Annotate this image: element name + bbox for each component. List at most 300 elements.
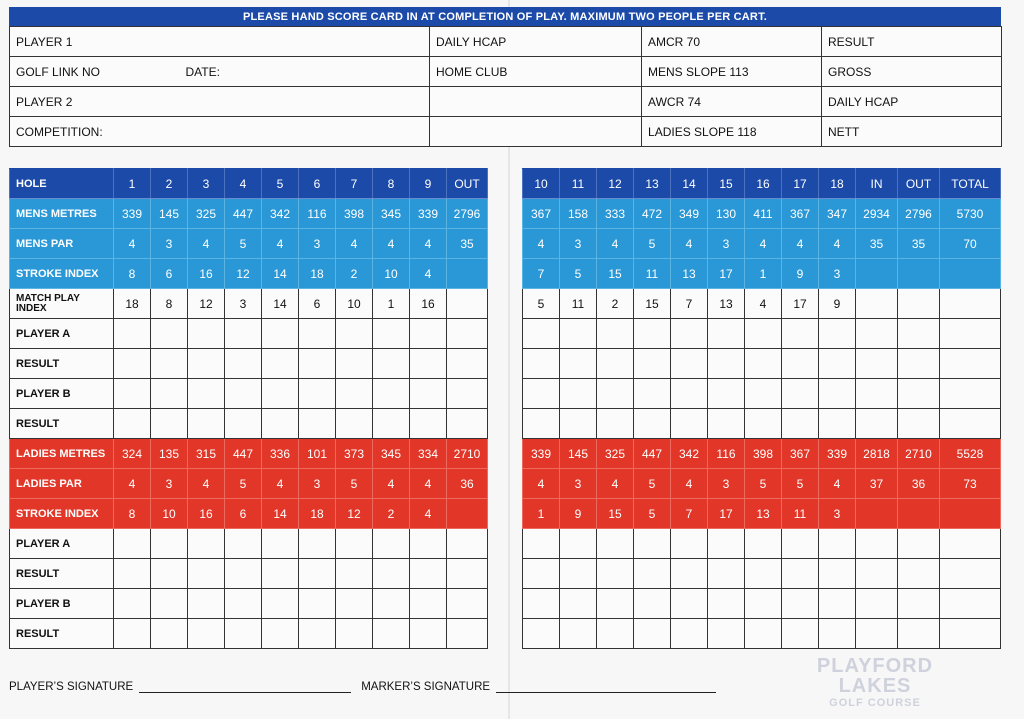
score-cell: 36 <box>898 469 940 499</box>
score-cell: 12 <box>336 499 373 529</box>
daily-hcap-field[interactable] <box>430 27 642 57</box>
competition-extra-field[interactable] <box>430 117 642 147</box>
score-entry-cell[interactable] <box>114 529 151 559</box>
score-cell: 5 <box>336 469 373 499</box>
score-entry-cell[interactable] <box>708 349 745 379</box>
score-entry-cell[interactable] <box>560 349 597 379</box>
score-cell: 5 <box>560 259 597 289</box>
score-entry-cell[interactable] <box>597 409 634 439</box>
ladies-slope-cell <box>642 117 822 147</box>
score-entry-cell[interactable] <box>898 319 940 349</box>
player2-field[interactable] <box>10 87 430 117</box>
score-cell: 16 <box>410 289 447 319</box>
score-entry-cell[interactable] <box>634 409 671 439</box>
home-club-field[interactable] <box>430 57 642 87</box>
score-entry-cell[interactable] <box>819 319 856 349</box>
score-entry-cell[interactable] <box>856 619 898 649</box>
golf-link-field[interactable] <box>10 57 300 87</box>
score-entry-cell[interactable] <box>940 349 1001 379</box>
daily-hcap2-field[interactable] <box>822 87 1002 117</box>
score-cell: 4 <box>745 229 782 259</box>
score-entry-cell[interactable] <box>560 409 597 439</box>
score-entry-cell[interactable] <box>940 559 1001 589</box>
result-row <box>523 349 1001 379</box>
score-entry-cell[interactable] <box>819 529 856 559</box>
score-entry-cell[interactable] <box>410 349 447 379</box>
score-cell: 3 <box>188 169 225 199</box>
score-entry-cell[interactable] <box>336 619 373 649</box>
score-entry-cell[interactable] <box>336 409 373 439</box>
score-cell: 13 <box>745 499 782 529</box>
score-entry-cell[interactable] <box>447 619 488 649</box>
score-entry-cell[interactable] <box>782 379 819 409</box>
score-entry-cell[interactable] <box>708 409 745 439</box>
nett-field[interactable] <box>822 117 1002 147</box>
score-entry-cell[interactable] <box>819 589 856 619</box>
score-entry-cell[interactable] <box>447 349 488 379</box>
score-cell: 8 <box>114 499 151 529</box>
score-entry-cell[interactable] <box>299 559 336 589</box>
score-entry-cell[interactable] <box>523 379 560 409</box>
row-label: MATCH PLAY INDEX <box>10 289 114 319</box>
score-entry-cell[interactable] <box>447 379 488 409</box>
score-entry-cell[interactable] <box>597 319 634 349</box>
score-entry-cell[interactable] <box>634 619 671 649</box>
score-cell: 4 <box>782 229 819 259</box>
score-entry-cell[interactable] <box>671 619 708 649</box>
score-cell: 16 <box>188 259 225 289</box>
score-cell <box>856 289 898 319</box>
score-entry-cell[interactable] <box>299 319 336 349</box>
score-cell: 12 <box>597 169 634 199</box>
score-entry-cell[interactable] <box>410 559 447 589</box>
score-entry-cell[interactable] <box>262 619 299 649</box>
score-entry-cell[interactable] <box>523 559 560 589</box>
score-entry-cell[interactable] <box>225 409 262 439</box>
score-entry-cell[interactable] <box>523 319 560 349</box>
score-cell: 8 <box>114 259 151 289</box>
score-entry-cell[interactable] <box>151 409 188 439</box>
score-cell: 4 <box>373 469 410 499</box>
score-entry-cell[interactable] <box>151 589 188 619</box>
score-entry-cell[interactable] <box>634 589 671 619</box>
score-cell: 13 <box>634 169 671 199</box>
mens-par-row <box>523 229 1001 259</box>
score-entry-cell[interactable] <box>151 559 188 589</box>
score-cell: 17 <box>708 499 745 529</box>
score-entry-cell[interactable] <box>782 619 819 649</box>
score-entry-cell[interactable] <box>299 409 336 439</box>
score-entry-cell[interactable] <box>708 589 745 619</box>
score-cell: 5 <box>634 469 671 499</box>
score-entry-cell[interactable] <box>447 559 488 589</box>
score-entry-cell[interactable] <box>819 559 856 589</box>
score-entry-cell[interactable] <box>782 349 819 379</box>
score-entry-cell[interactable] <box>225 379 262 409</box>
score-entry-cell[interactable] <box>373 409 410 439</box>
score-entry-cell[interactable] <box>114 349 151 379</box>
score-entry-cell[interactable] <box>188 529 225 559</box>
score-entry-cell[interactable] <box>634 379 671 409</box>
score-entry-cell[interactable] <box>856 319 898 349</box>
score-entry-cell[interactable] <box>708 619 745 649</box>
score-entry-cell[interactable] <box>819 409 856 439</box>
score-cell: 10 <box>151 499 188 529</box>
score-cell: 2 <box>336 259 373 289</box>
score-entry-cell[interactable] <box>898 349 940 379</box>
score-entry-cell[interactable] <box>410 319 447 349</box>
score-entry-cell[interactable] <box>262 529 299 559</box>
player-signature-line[interactable] <box>139 680 351 693</box>
score-entry-cell[interactable] <box>225 529 262 559</box>
score-entry-cell[interactable] <box>560 619 597 649</box>
score-cell: 339 <box>819 439 856 469</box>
score-entry-cell[interactable] <box>114 409 151 439</box>
score-cell: 14 <box>262 499 299 529</box>
score-entry-cell[interactable] <box>898 409 940 439</box>
player1-field[interactable] <box>10 27 430 57</box>
ladies-player-b-row <box>10 589 488 619</box>
score-cell: 18 <box>299 259 336 289</box>
score-entry-cell[interactable] <box>114 559 151 589</box>
row-label: PLAYER B <box>10 379 114 409</box>
score-cell: 4 <box>262 229 299 259</box>
score-entry-cell[interactable] <box>671 319 708 349</box>
score-entry-cell[interactable] <box>560 529 597 559</box>
player2-hcap-field[interactable] <box>430 87 642 117</box>
score-entry-cell[interactable] <box>745 529 782 559</box>
score-entry-cell[interactable] <box>819 619 856 649</box>
score-entry-cell[interactable] <box>782 409 819 439</box>
score-entry-cell[interactable] <box>151 619 188 649</box>
player-signature-label: PLAYER’S SIGNATURE <box>9 681 134 693</box>
score-entry-cell[interactable] <box>745 349 782 379</box>
ladies-player-b-row <box>523 589 1001 619</box>
score-entry-cell[interactable] <box>262 409 299 439</box>
score-entry-cell[interactable] <box>898 559 940 589</box>
score-cell: 5528 <box>940 439 1001 469</box>
score-cell: 5 <box>225 229 262 259</box>
score-entry-cell[interactable] <box>634 319 671 349</box>
result-row <box>10 409 488 439</box>
score-entry-cell[interactable] <box>940 619 1001 649</box>
ladies-metres-row <box>523 439 1001 469</box>
row-label: MENS PAR <box>10 229 114 259</box>
score-entry-cell[interactable] <box>299 619 336 649</box>
score-cell: 17 <box>708 259 745 289</box>
score-entry-cell[interactable] <box>188 559 225 589</box>
ladies-slope-label: LADIES SLOPE 118 <box>648 124 757 139</box>
score-entry-cell[interactable] <box>188 619 225 649</box>
score-entry-cell[interactable] <box>940 529 1001 559</box>
score-entry-cell[interactable] <box>114 589 151 619</box>
score-entry-cell[interactable] <box>299 349 336 379</box>
score-entry-cell[interactable] <box>523 349 560 379</box>
score-entry-cell[interactable] <box>671 409 708 439</box>
score-cell: 5 <box>262 169 299 199</box>
score-entry-cell[interactable] <box>410 619 447 649</box>
score-entry-cell[interactable] <box>560 559 597 589</box>
score-entry-cell[interactable] <box>373 619 410 649</box>
date-label: DATE: <box>185 64 220 79</box>
score-entry-cell[interactable] <box>597 559 634 589</box>
score-entry-cell[interactable] <box>151 379 188 409</box>
score-entry-cell[interactable] <box>373 559 410 589</box>
score-entry-cell[interactable] <box>447 529 488 559</box>
score-entry-cell[interactable] <box>745 409 782 439</box>
score-cell: 4 <box>262 469 299 499</box>
score-entry-cell[interactable] <box>856 409 898 439</box>
score-entry-cell[interactable] <box>151 349 188 379</box>
score-cell: 10 <box>523 169 560 199</box>
match-play-row <box>10 289 488 319</box>
hole-row <box>523 169 1001 199</box>
score-entry-cell[interactable] <box>708 379 745 409</box>
score-cell: 4 <box>373 229 410 259</box>
score-entry-cell[interactable] <box>373 319 410 349</box>
score-entry-cell[interactable] <box>782 559 819 589</box>
score-entry-cell[interactable] <box>447 589 488 619</box>
score-cell: 16 <box>188 499 225 529</box>
score-entry-cell[interactable] <box>410 529 447 559</box>
score-entry-cell[interactable] <box>523 409 560 439</box>
score-entry-cell[interactable] <box>634 349 671 379</box>
score-cell: 1 <box>745 259 782 289</box>
score-cell: 8 <box>151 289 188 319</box>
score-entry-cell[interactable] <box>188 589 225 619</box>
score-entry-cell[interactable] <box>262 589 299 619</box>
score-cell: 2710 <box>898 439 940 469</box>
score-cell: 35 <box>856 229 898 259</box>
score-entry-cell[interactable] <box>898 619 940 649</box>
score-entry-cell[interactable] <box>898 379 940 409</box>
marker-signature-line[interactable] <box>496 680 716 693</box>
score-entry-cell[interactable] <box>597 379 634 409</box>
score-entry-cell[interactable] <box>225 349 262 379</box>
daily-hcap2-label: DAILY HCAP <box>828 94 899 109</box>
score-cell: 12 <box>188 289 225 319</box>
score-entry-cell[interactable] <box>745 379 782 409</box>
score-cell: 5 <box>634 499 671 529</box>
score-cell: OUT <box>898 169 940 199</box>
score-entry-cell[interactable] <box>856 589 898 619</box>
score-entry-cell[interactable] <box>336 349 373 379</box>
score-entry-cell[interactable] <box>671 529 708 559</box>
marker-signature-label: MARKER’S SIGNATURE <box>361 681 491 693</box>
score-entry-cell[interactable] <box>114 619 151 649</box>
score-entry-cell[interactable] <box>523 589 560 619</box>
ladies-result-row <box>10 619 488 649</box>
score-entry-cell[interactable] <box>336 559 373 589</box>
ladies-stroke-index-row <box>10 499 488 529</box>
score-entry-cell[interactable] <box>262 319 299 349</box>
score-cell: 10 <box>336 289 373 319</box>
score-cell: 6 <box>299 289 336 319</box>
ladies-result-row <box>10 559 488 589</box>
ladies-metres-row <box>10 439 488 469</box>
score-entry-cell[interactable] <box>225 619 262 649</box>
score-cell: 13 <box>671 259 708 289</box>
score-entry-cell[interactable] <box>560 319 597 349</box>
score-entry-cell[interactable] <box>745 319 782 349</box>
score-entry-cell[interactable] <box>782 589 819 619</box>
score-cell <box>898 289 940 319</box>
score-entry-cell[interactable] <box>225 559 262 589</box>
score-cell: 4 <box>188 229 225 259</box>
score-cell: 342 <box>671 439 708 469</box>
score-entry-cell[interactable] <box>262 559 299 589</box>
score-entry-cell[interactable] <box>188 379 225 409</box>
score-entry-cell[interactable] <box>745 619 782 649</box>
score-entry-cell[interactable] <box>523 529 560 559</box>
score-entry-cell[interactable] <box>671 349 708 379</box>
score-cell: 324 <box>114 439 151 469</box>
score-cell: 37 <box>856 469 898 499</box>
score-entry-cell[interactable] <box>410 379 447 409</box>
score-cell: 411 <box>745 199 782 229</box>
score-cell: 447 <box>225 439 262 469</box>
score-entry-cell[interactable] <box>560 589 597 619</box>
score-entry-cell[interactable] <box>898 529 940 559</box>
score-entry-cell[interactable] <box>856 349 898 379</box>
score-cell: 130 <box>708 199 745 229</box>
score-entry-cell[interactable] <box>708 529 745 559</box>
score-cell <box>940 499 1001 529</box>
nett-label: NETT <box>828 124 860 139</box>
score-entry-cell[interactable] <box>856 529 898 559</box>
score-entry-cell[interactable] <box>373 379 410 409</box>
score-entry-cell[interactable] <box>634 529 671 559</box>
player-info-table <box>9 26 1002 147</box>
score-entry-cell[interactable] <box>940 589 1001 619</box>
score-entry-cell[interactable] <box>336 529 373 559</box>
score-entry-cell[interactable] <box>856 379 898 409</box>
score-cell <box>856 499 898 529</box>
score-cell: 9 <box>560 499 597 529</box>
back-nine-table <box>522 168 1001 649</box>
score-entry-cell[interactable] <box>819 349 856 379</box>
score-entry-cell[interactable] <box>373 349 410 379</box>
score-cell: 3 <box>225 289 262 319</box>
score-cell: 11 <box>560 289 597 319</box>
score-entry-cell[interactable] <box>188 319 225 349</box>
score-entry-cell[interactable] <box>410 589 447 619</box>
score-entry-cell[interactable] <box>447 409 488 439</box>
mens-par-row <box>10 229 488 259</box>
score-entry-cell[interactable] <box>671 589 708 619</box>
player-a-row <box>523 319 1001 349</box>
score-entry-cell[interactable] <box>299 379 336 409</box>
score-cell <box>447 499 488 529</box>
score-cell: 101 <box>299 439 336 469</box>
score-entry-cell[interactable] <box>373 529 410 559</box>
score-cell: 13 <box>708 289 745 319</box>
score-entry-cell[interactable] <box>745 589 782 619</box>
score-cell: 73 <box>940 469 1001 499</box>
score-entry-cell[interactable] <box>262 349 299 379</box>
score-cell: 5 <box>782 469 819 499</box>
score-cell: 5 <box>523 289 560 319</box>
front-nine-table <box>9 168 488 649</box>
score-entry-cell[interactable] <box>373 589 410 619</box>
score-entry-cell[interactable] <box>151 319 188 349</box>
score-entry-cell[interactable] <box>708 319 745 349</box>
score-entry-cell[interactable] <box>940 409 1001 439</box>
score-entry-cell[interactable] <box>523 619 560 649</box>
score-entry-cell[interactable] <box>114 379 151 409</box>
score-cell: 158 <box>560 199 597 229</box>
score-entry-cell[interactable] <box>671 379 708 409</box>
score-cell: 3 <box>151 469 188 499</box>
score-entry-cell[interactable] <box>299 589 336 619</box>
result-field[interactable] <box>822 27 1002 57</box>
score-entry-cell[interactable] <box>262 379 299 409</box>
row-label: PLAYER A <box>10 319 114 349</box>
score-cell: 2934 <box>856 199 898 229</box>
score-cell <box>940 259 1001 289</box>
score-cell: 17 <box>782 169 819 199</box>
score-cell: 334 <box>410 439 447 469</box>
daily-hcap-label: DAILY HCAP <box>436 34 507 49</box>
score-entry-cell[interactable] <box>634 559 671 589</box>
score-entry-cell[interactable] <box>597 589 634 619</box>
score-entry-cell[interactable] <box>597 529 634 559</box>
score-entry-cell[interactable] <box>708 559 745 589</box>
score-entry-cell[interactable] <box>447 319 488 349</box>
date-field[interactable] <box>185 57 430 87</box>
score-entry-cell[interactable] <box>336 379 373 409</box>
score-entry-cell[interactable] <box>671 559 708 589</box>
match-play-row <box>523 289 1001 319</box>
score-entry-cell[interactable] <box>940 379 1001 409</box>
score-cell: 18 <box>114 289 151 319</box>
ladies-result-row <box>523 619 1001 649</box>
score-entry-cell[interactable] <box>299 529 336 559</box>
score-entry-cell[interactable] <box>410 409 447 439</box>
instruction-banner: PLEASE HAND SCORE CARD IN AT COMPLETION OF PLAY. MAXIMUM TWO PEOPLE PER CART. <box>9 7 1001 26</box>
gross-field[interactable] <box>822 57 1002 87</box>
score-entry-cell[interactable] <box>782 529 819 559</box>
score-entry-cell[interactable] <box>151 529 188 559</box>
score-entry-cell[interactable] <box>898 589 940 619</box>
competition-field[interactable] <box>10 117 430 147</box>
score-entry-cell[interactable] <box>597 619 634 649</box>
score-entry-cell[interactable] <box>856 559 898 589</box>
score-cell: 3 <box>819 499 856 529</box>
score-cell: 345 <box>373 439 410 469</box>
score-entry-cell[interactable] <box>819 379 856 409</box>
score-entry-cell[interactable] <box>188 409 225 439</box>
score-entry-cell[interactable] <box>114 319 151 349</box>
score-entry-cell[interactable] <box>940 319 1001 349</box>
score-cell <box>447 259 488 289</box>
score-entry-cell[interactable] <box>782 319 819 349</box>
score-entry-cell[interactable] <box>597 349 634 379</box>
score-cell: 4 <box>188 469 225 499</box>
score-entry-cell[interactable] <box>188 349 225 379</box>
score-entry-cell[interactable] <box>225 589 262 619</box>
score-cell: 4 <box>745 289 782 319</box>
score-cell: 4 <box>410 469 447 499</box>
score-entry-cell[interactable] <box>745 559 782 589</box>
score-cell: OUT <box>447 169 488 199</box>
score-entry-cell[interactable] <box>336 589 373 619</box>
row-label: PLAYER B <box>10 589 114 619</box>
score-entry-cell[interactable] <box>225 319 262 349</box>
score-cell: 2 <box>597 289 634 319</box>
score-entry-cell[interactable] <box>336 319 373 349</box>
score-entry-cell[interactable] <box>560 379 597 409</box>
